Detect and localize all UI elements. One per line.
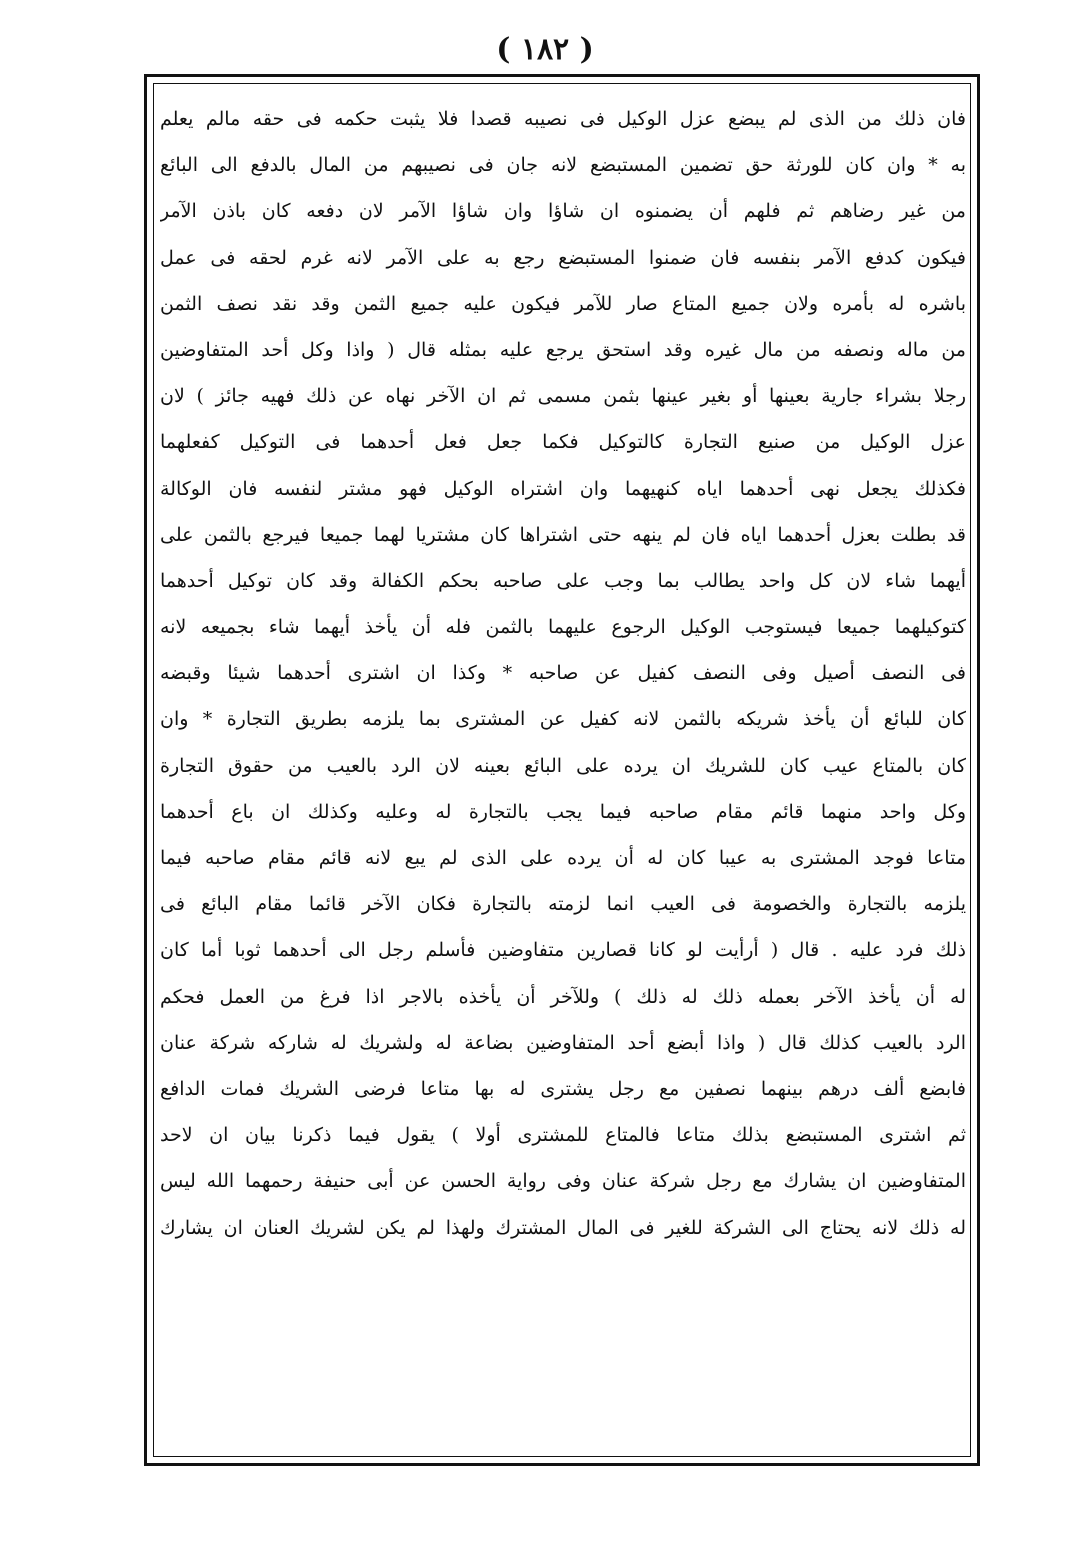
text-line: أيهما شاء لان كل واحد يطالب بما وجب على صاحبه بحكم الكفالة وقد كان توكيل أحدهما [160, 569, 966, 592]
text-line: قد بطلت بعزل أحدهما اياه فان لم ينهه حتى اشتراها كان مشتريا لهما جميعا فيرجع بالثمن على [160, 523, 966, 546]
text-line: فان ذلك من الذى لم يبضع عزل الوكيل فى نصيبه قصدا فلا يثبت حكمه فى حقه مالم يعلم [160, 108, 966, 130]
text-line: من ماله ونصفه من مال غيره وقد استحق يرجع عليه بمثله قال ( واذا وكل أحد المتفاوضين [160, 338, 966, 361]
text-line: فكذلك يجعل نهى أحدهما اياه كنهيهما وان اشتراه الوكيل فهو مشتر لنفسه فان الوكالة [160, 477, 966, 500]
text-line: كتوكيلهما جميعا فيستوجب الوكيل الرجوع عليهما بالثمن فله أن يأخذ أيهما شاء بجميعه لانه [160, 616, 966, 639]
text-line: متاعا فوجد المشترى به عيبا كان له أن يرده على الذى لم يبع لانه قائم مقام صاحبه فيما [160, 847, 966, 869]
text-line: كان للبائع أن يأخذ شريكه بالثمن لانه كفيل عن المشترى بما يلزمه بطريق التجارة * وان [160, 708, 966, 731]
page-number: ( ١٨٢ ) [496, 32, 594, 67]
text-line: به * وان كان للورثة حق تضمين المستبضع لانه جان فى نصيبهم من المال بالدفع الى البائع [160, 154, 966, 177]
text-line: من غير رضاهم ثم فلهم أن يضمنوه ان شاؤا وان شاؤا الآمر لان دفعه كان باذن الآمر [160, 200, 966, 223]
text-line: فيكون كدفع الآمر بنفسه فان ضمنوا المستبضع رجع به على الآمر لانه غرم لحقه فى عمل [160, 246, 966, 269]
text-line: له أن يأخذ الآخر بعمله ذلك له ذلك ) وللآخر أن يأخذه بالاجر اذا فرغ من العمل فحكم [160, 985, 966, 1008]
text-line: له ذلك لانه يحتاج الى الشركة للغير فى المال المشترك ولهذا لم يكن لشريك العنان ان يشارك [160, 1216, 966, 1239]
text-line: فى النصف أصيل وفى النصف كفيل عن صاحبه * وكذا ان اشترى أحدهما شيئا وقبضه [160, 662, 966, 685]
text-line: رجلا بشراء جارية بعينها أو بغير عينها بثمن مسمى ثم ان الآخر نهاه عن ذلك فهيه جائز ) لان [160, 385, 966, 408]
text-line: وكل واحد منهما قائم مقام صاحبه فيما يجب بالتجارة له وعليه وكذلك ان باع أحدهما [160, 800, 966, 823]
text-line: عزل الوكيل من صنيع التجارة كالتوكيل فكما جعل فعل أحدهما فى التوكيل كفعلهما [160, 431, 966, 454]
body-text [160, 96, 966, 1251]
text-line: الرد بالعيب كذلك قال ( واذا أبضع أحد المتفاوضين بضاعة له ولشريك له شاركه شركة عنان [160, 1031, 966, 1054]
text-line: ثم اشترى المستبضع بذلك متاعا فالمتاع للمشترى أولا ) يقول فيما ذكرنا بيان ان لاحد [160, 1124, 966, 1147]
text-line: كان بالمتاع عيب كان للشريك ان يرده على البائع بعينه لان الرد بالعيب من حقوق التجارة [160, 754, 966, 777]
text-line: يلزمه بالتجارة والخصومة فى العيب انما لزمته بالتجارة فكان الآخر قائما مقام البائع فى [160, 893, 966, 916]
text-line: ذلك فرد عليه . قال ( أرأيت لو كانا قصارين متفاوضين فأسلم رجل الى أحدهما ثوبا أما كان [160, 939, 966, 962]
text-line: باشره له بأمره ولان جميع المتاع صار للآمر فيكون عليه جميع الثمن وقد نقد نصف الثمن [160, 292, 966, 315]
text-line: المتفاوضين ان يشارك مع رجل شركة عنان وفى رواية الحسن عن أبى حنيفة رحمهما الله ليس [160, 1170, 966, 1193]
text-line: فابضع ألف درهم بينهما نصفين مع رجل يشترى له بها متاعا فرضى الشريك فمات الدافع [160, 1077, 966, 1100]
